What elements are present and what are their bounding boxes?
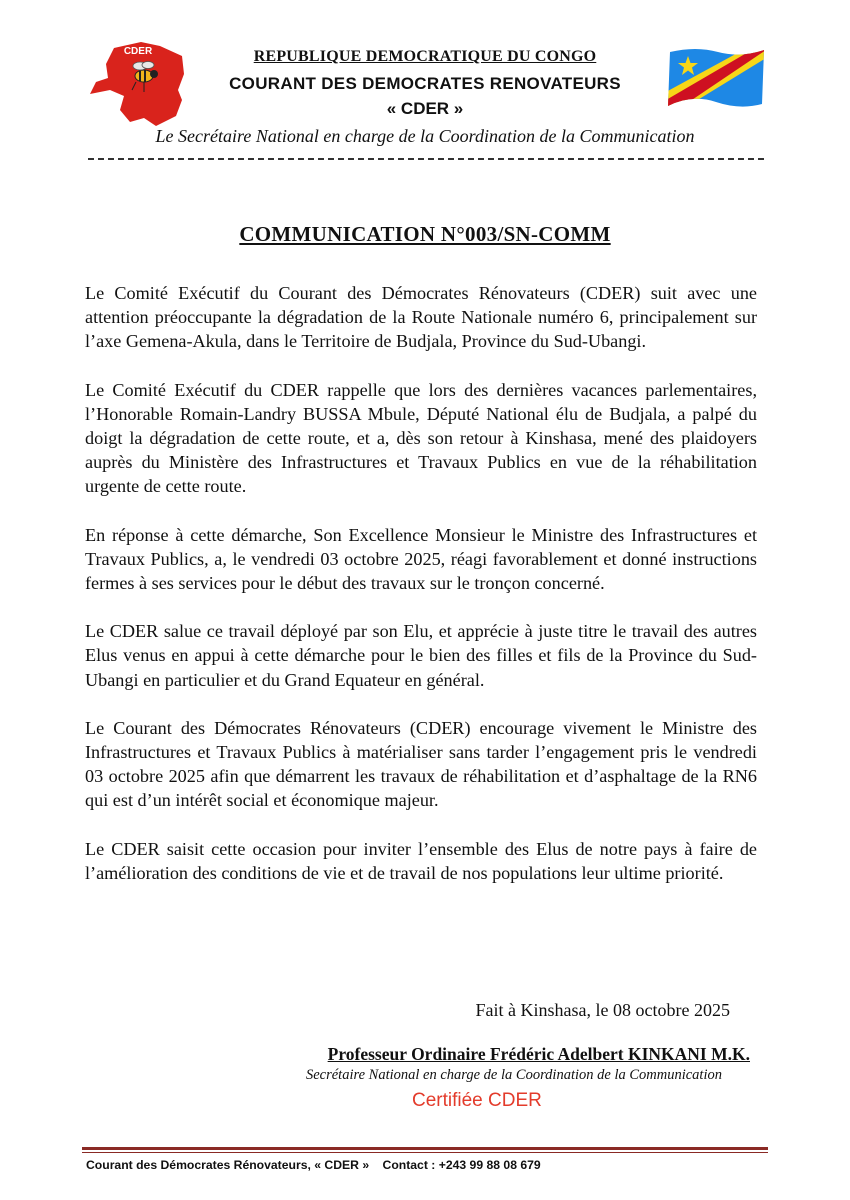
signatory-role: Secrétaire National en charge de la Coordination de la Communication [305, 1067, 722, 1083]
footer-rule-thin [82, 1152, 768, 1153]
logo-text: CDER [123, 46, 153, 57]
footer-organization: Courant des Démocrates Rénovateurs, « CDER » [86, 1158, 370, 1172]
header-divider [88, 158, 764, 160]
paragraph: Le Courant des Démocrates Rénovateurs (CDER) encourage vivement le Ministre des Infrastructures et Travaux Publics à matérialiser sans tarder l’engagement pris le vendredi 03 octobre 2025 afin que démarrent les travaux de réhabilitation et d’asphaltage de la RN6 qui est d’un intérêt social et économique majeur. [85, 717, 757, 811]
header-office: Le Secrétaire National en charge de la Coordination de la Communication [155, 126, 695, 146]
paragraph: Le CDER saisit cette occasion pour inviter l’ensemble des Elus de notre pays à faire de l’amélioration des conditions de vie et de travail de nos populations leur ultime priorité. [85, 838, 757, 883]
header-country: REPUBLIQUE DEMOCRATIQUE DU CONGO [253, 48, 597, 65]
header-acronym: « CDER » [386, 99, 464, 118]
footer-contact: Contact : +243 99 88 08 679 [382, 1158, 541, 1172]
footer [86, 1158, 551, 1172]
place-date: Fait à Kinshasa, le 08 octobre 2025 [475, 1000, 730, 1020]
paragraph: En réponse à cette démarche, Son Excellence Monsieur le Ministre des Infrastructures et Travaux Publics, a, le vendredi 03 octobre 2025, réagi favorablement et donné instructions fermes à ses services pour le début des travaux sur le tronçon concerné. [85, 524, 757, 594]
document-body [85, 281, 757, 909]
signatory-name: Professeur Ordinaire Frédéric Adelbert KINKANI M.K. [327, 1044, 750, 1064]
paragraph: Le Comité Exécutif du Courant des Démocrates Rénovateurs (CDER) suit avec une attention préoccupante la dégradation de la Route Nationale numéro 6, principalement sur l’axe Gemena-Akula, dans le Territoire de Budjala, Province du Sud-Ubangi. [85, 283, 757, 352]
paragraph: Le Comité Exécutif du CDER rappelle que lors des dernières vacances parlementaires, l’Honorable Romain-Landry BUSSA Mbule, Député National élu de Budjala, a palpé du doigt la dégradation de cette route, et a, dès son retour à Kinshasa, mené des plaidoyers auprès du Ministère des Infrastructures et Travaux Publics en vue de la réhabilitation urgente de cette route. [85, 379, 757, 497]
document-title: COMMUNICATION N°003/SN-COMM [239, 222, 611, 246]
paragraph: Le CDER salue ce travail déployé par son Elu, et apprécie à juste titre le travail des autres Elus venus en appui à cette démarche pour le bien des filles et fils de la Province du Sud-Ubangi en particulier et du Grand Equateur en général. [85, 621, 757, 690]
footer-rule [82, 1147, 768, 1150]
header-party: COURANT DES DEMOCRATES RENOVATEURS [229, 74, 621, 93]
certification-stamp: Certifiée CDER [412, 1090, 542, 1111]
